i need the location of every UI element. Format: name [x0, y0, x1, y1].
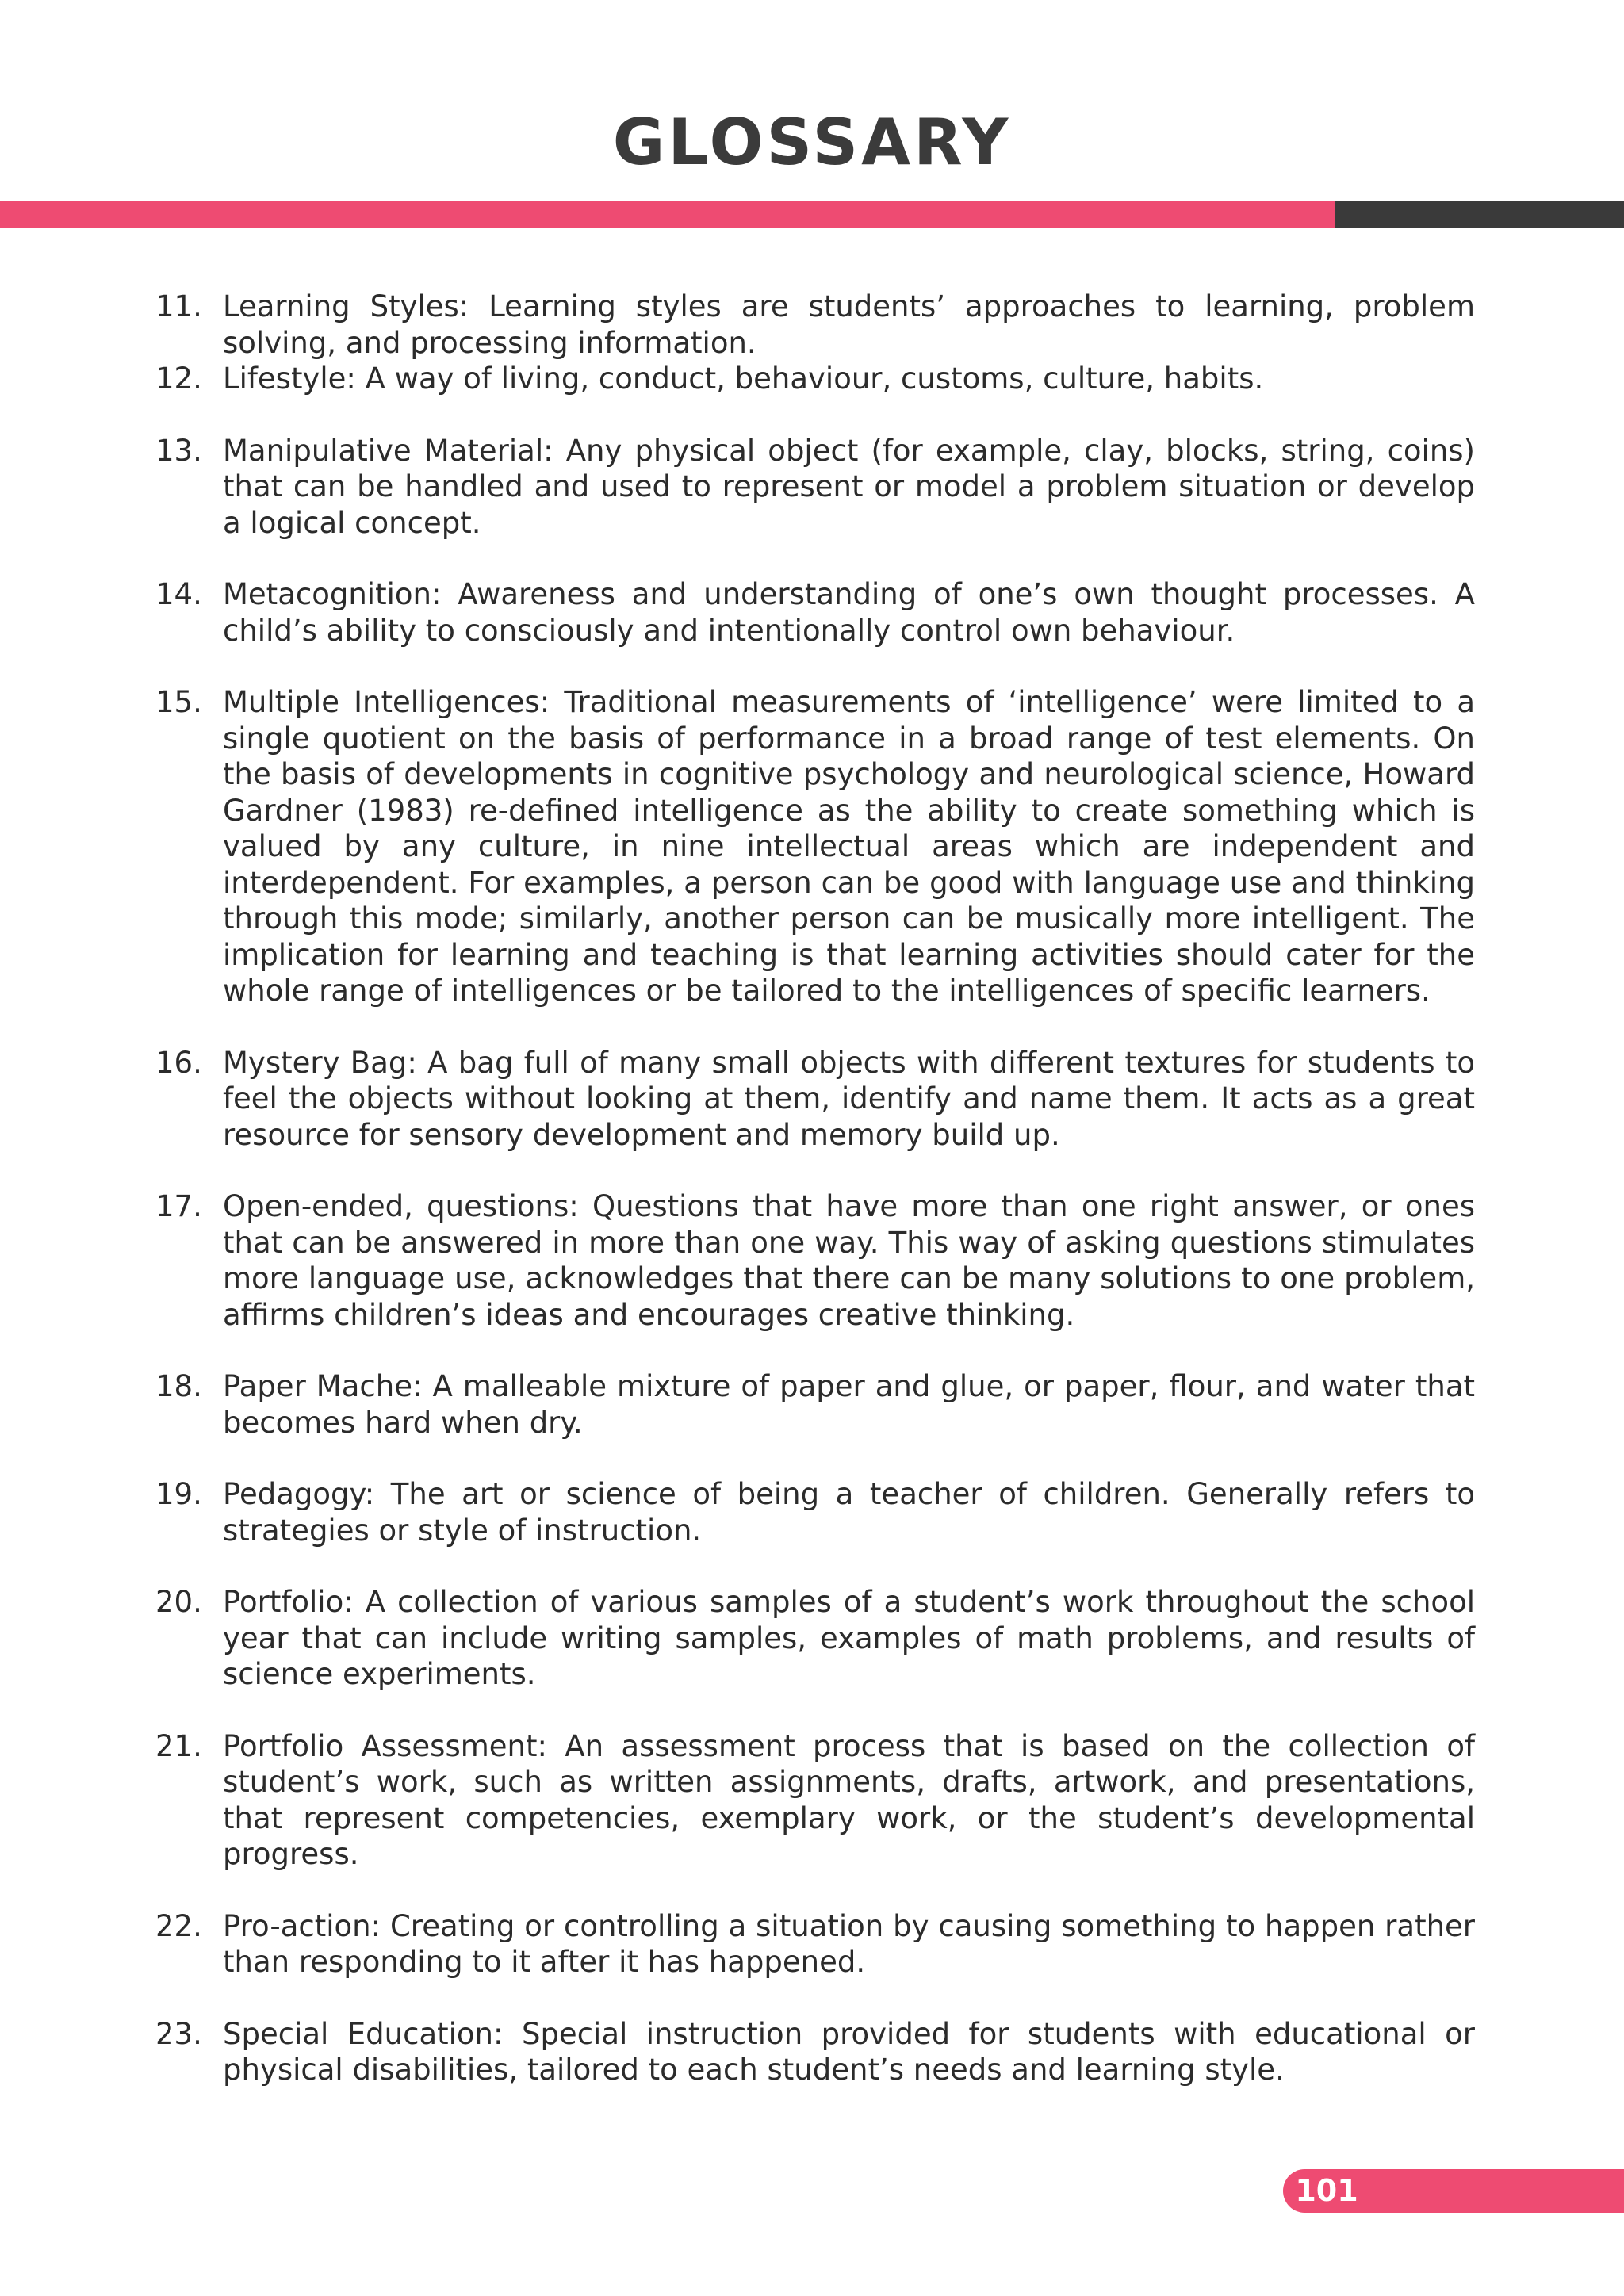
entry-text: Mystery Bag: A bag full of many small objects with different textures for students to feel the objects without looking at them, identify and name them. It acts as a great resource for sensory development and memory build up. [223, 1045, 1475, 1152]
entry-number: 11. [155, 289, 202, 323]
entry-text: Multiple Intelligences: Traditional measurements of ‘intelligence’ were limited to a single quotient on the basis of performance in a broad range of test elements. On the basis of developments in cognitive psychology and neurological science, Howard Gardner (1983) re-defined intelligence as the ability to create something which is valued by any culture, in nine intellectual areas which are independent and interdependent. For examples, a person can be good with language use and thinking through this mode; similarly, another person can be musically more intelligent. The implication for learning and teaching is that learning activities should cater for the whole range of intelligences or be tailored to the intelligences of specific learners. [223, 685, 1475, 1008]
page-title: GLOSSARY [612, 105, 1012, 179]
entry-number: 15. [155, 685, 202, 719]
entry-text: Pro-action: Creating or controlling a situation by causing something to happen rather than responding to it after it has happened. [223, 1908, 1475, 1979]
entry-number: 21. [155, 1728, 202, 1763]
glossary-entry [155, 2016, 1475, 2088]
glossary-entry [155, 1584, 1475, 1693]
entry-number: 16. [155, 1045, 202, 1080]
entry-number: 18. [155, 1369, 202, 1403]
entry-number: 23. [155, 2016, 202, 2051]
entry-text: Portfolio Assessment: An assessment process that is based on the collection of student’s work, such as written assignments, drafts, artwork, and presentations, that represent competencies, exemplary work, or the student’s developmental progress. [223, 1728, 1475, 1871]
glossary-entry [155, 576, 1475, 649]
entry-text: Open-ended, questions: Questions that have more than one right answer, or ones that can be answered in more than one way. This way of asking questions stimulates more language use, acknowledges that there can be many solutions to one problem, affirms children’s ideas and encourages creative thinking. [223, 1189, 1475, 1332]
glossary-entry [155, 361, 1475, 397]
entry-text: Portfolio: A collection of various samples of a student’s work throughout the school year that can include writing samples, examples of math problems, and results of science experiments. [223, 1585, 1475, 1691]
glossary-entry [155, 433, 1475, 541]
entry-text: Pedagogy: The art or science of being a teacher of children. Generally refers to strategies or style of instruction. [223, 1477, 1475, 1548]
entry-number: 20. [155, 1585, 202, 1619]
glossary-entry [155, 1728, 1475, 1873]
entry-text: Manipulative Material: Any physical object (for example, clay, blocks, string, coins) that can be handled and used to represent or model a problem situation or develop a logical concept. [223, 433, 1475, 540]
glossary-list [155, 289, 1475, 2124]
entry-number: 22. [155, 1908, 202, 1943]
entry-text: Lifestyle: A way of living, conduct, behaviour, customs, culture, habits. [223, 362, 1264, 396]
glossary-entry [155, 1908, 1475, 1980]
entry-number: 17. [155, 1189, 202, 1223]
entry-text: Learning Styles: Learning styles are students’ approaches to learning, problem solving, and processing information. [223, 289, 1475, 360]
glossary-entry [155, 1476, 1475, 1548]
header-bar-dark [1335, 201, 1624, 228]
entry-text: Paper Mache: A malleable mixture of paper and glue, or paper, flour, and water that becomes hard when dry. [223, 1369, 1475, 1440]
entry-number: 19. [155, 1477, 202, 1511]
glossary-entry [155, 1188, 1475, 1333]
header-bar-accent [0, 201, 1335, 228]
entry-text: Special Education: Special instruction provided for students with educational or physical disabilities, tailored to each student’s needs and learning style. [223, 2016, 1475, 2087]
glossary-entry [155, 1368, 1475, 1441]
entry-text: Metacognition: Awareness and understanding of one’s own thought processes. A child’s ability to consciously and intentionally control own behaviour. [223, 577, 1475, 648]
glossary-entry [155, 684, 1475, 1009]
page-number: 101 [1295, 2173, 1358, 2208]
entry-number: 13. [155, 433, 202, 468]
glossary-entry [155, 289, 1475, 361]
entry-number: 14. [155, 577, 202, 611]
glossary-entry [155, 1045, 1475, 1154]
header-divider-bar [0, 201, 1624, 228]
entry-number: 12. [155, 362, 202, 396]
